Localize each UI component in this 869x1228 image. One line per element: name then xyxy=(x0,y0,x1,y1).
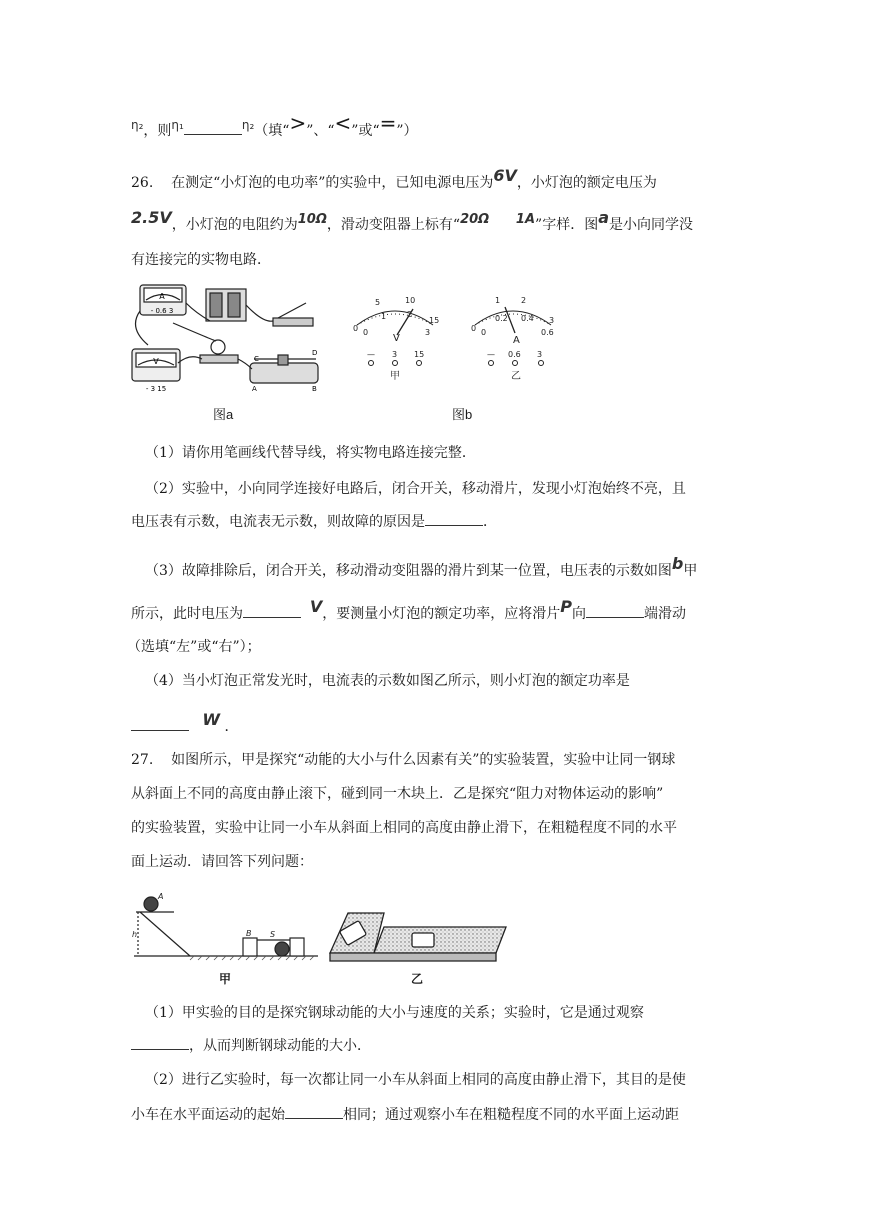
figure-b-meters xyxy=(345,293,570,383)
answer-blank[interactable] xyxy=(131,1035,189,1050)
volt-name: 甲 xyxy=(390,371,400,382)
figure-b-caption: 图b xyxy=(452,407,473,422)
volt-term-15: 15 xyxy=(414,350,425,359)
voltmeter-label: V xyxy=(153,357,159,366)
amp-scale-06: 0.6 xyxy=(541,328,554,337)
volt-scale-10: 10 xyxy=(405,296,416,305)
q26-part4-line1: （4）当小灯泡正常发光时，电流表的示数如图乙所示，则小灯泡的额定功率是 xyxy=(145,673,630,689)
q27-part1-line2: ，从而判断钢球动能的大小． xyxy=(131,1035,371,1056)
amp-term-3: 3 xyxy=(537,350,543,359)
amp-scale-3: 3 xyxy=(549,316,555,325)
q27-line4: 面上运动．请回答下列问题： xyxy=(131,854,313,870)
answer-blank[interactable] xyxy=(586,603,644,618)
q26-line1: 26. 在测定“小灯泡的电功率”的实验中，已知电源电压为6V，小灯泡的额定电压为 xyxy=(131,166,657,191)
q26-part3-line2: 所示，此时电压为 V，要测量小灯泡的额定功率，应将滑片P向 端滑动 xyxy=(131,597,687,622)
volt-scale-1: 1 xyxy=(381,312,387,321)
volt-scale-15: 15 xyxy=(429,316,440,325)
volt-scale-3: 3 xyxy=(425,328,431,337)
figure-yi-apparatus xyxy=(328,905,510,967)
figure-a-circuit xyxy=(128,283,328,401)
amp-name: 乙 xyxy=(511,371,521,382)
amp-label: A xyxy=(513,335,520,346)
q27-part1-line1: （1）甲实验的目的是探究钢球动能的大小与速度的关系；实验时，它是通过观察 xyxy=(145,1005,644,1021)
figure-jia-apparatus xyxy=(130,890,322,970)
q26-part3-line1: （3）故障排除后，闭合开关，移动滑动变阻器的滑片到某一位置，电压表的示数如图b甲 xyxy=(145,554,698,579)
rheo-label-d: D xyxy=(312,349,318,357)
question-number: 26. xyxy=(131,175,154,191)
q26-line3: 有连接完的实物电路． xyxy=(131,252,271,268)
volt-scale-5: 5 xyxy=(375,298,381,307)
amp-scale-2: 2 xyxy=(521,296,527,305)
amp-scale-1: 1 xyxy=(495,296,501,305)
figure-a-caption: 图a xyxy=(213,407,234,422)
q26-line2: 2.5V，小灯泡的电阻约为10Ω，滑动变阻器上标有“20Ω 1A”字样．图a是小向同学没 xyxy=(131,208,693,233)
volt-term-neg: — xyxy=(367,350,375,359)
volt-term-3: 3 xyxy=(392,350,398,359)
ammeter-label: A xyxy=(159,292,165,301)
q27-part2-line2: 小车在水平面运动的起始 相同；通过观察小车在粗糙程度不同的水平面上运动距 xyxy=(131,1104,679,1125)
block-label: B xyxy=(246,929,252,938)
ammeter-terminals: - 0.6 3 xyxy=(150,307,174,315)
amp-scale-0: 0 xyxy=(471,324,477,333)
q27-part2-line1: （2）进行乙实验时，每一次都让同一小车从斜面上相同的高度由静止滑下，其目的是使 xyxy=(145,1072,686,1088)
answer-blank[interactable] xyxy=(184,120,242,135)
answer-blank[interactable] xyxy=(425,511,483,526)
amp-term-neg: — xyxy=(487,350,495,359)
voltmeter-terminals: - 3 15 xyxy=(145,385,167,393)
figure-yi-caption: 乙 xyxy=(411,972,424,986)
amp-scale-0b: 0 xyxy=(481,328,487,337)
q26-part2-line2: 电压表有示数，电流表无示数，则故障的原因是 ． xyxy=(131,511,497,532)
volt-label: V xyxy=(393,333,400,344)
rheo-label-b: B xyxy=(312,385,317,393)
rheo-label-c: C xyxy=(254,355,259,363)
q27-line2: 从斜面上不同的高度由静止滚下，碰到同一木块上．乙是探究“阻力对物体运动的影响” xyxy=(131,786,664,802)
answer-blank[interactable] xyxy=(285,1104,343,1119)
amp-scale-02: 0.2 xyxy=(495,314,508,323)
volt-scale-2: 2 xyxy=(407,310,413,319)
rheo-label-a: A xyxy=(252,385,257,393)
volt-scale-0b: 0 xyxy=(363,328,369,337)
answer-blank[interactable] xyxy=(243,603,301,618)
height-label: h xyxy=(132,930,138,939)
distance-label: S xyxy=(270,930,276,939)
q26-part2-line1: （2）实验中，小向同学连接好电路后，闭合开关，移动滑片，发现小灯泡始终不亮，且 xyxy=(145,481,686,497)
ball-label: A xyxy=(158,892,164,901)
q26-part1: （1）请你用笔画线代替导线，将实物电路连接完整． xyxy=(145,445,476,461)
volt-scale-0: 0 xyxy=(353,324,359,333)
amp-term-06: 0.6 xyxy=(508,350,521,359)
q27-line1: 27. 如图所示，甲是探究“动能的大小与什么因素有关”的实验装置，实验中让同一钢球 xyxy=(131,752,676,768)
q26-part3-line3: （选填“左”或“右”）； xyxy=(127,639,261,655)
figure-jia-caption: 甲 xyxy=(219,972,232,986)
q26-part4-line2: W ． xyxy=(131,716,238,737)
answer-blank[interactable] xyxy=(131,716,189,731)
amp-scale-04: 0.4 xyxy=(521,314,534,323)
q27-line3: 的实验装置，实验中让同一小车从斜面上相同的高度由静止滑下，在粗糙程度不同的水平 xyxy=(131,820,677,836)
q25-tail-line: η₂，则η₁ η₂（填“>”、“<”或“=”） xyxy=(131,111,418,139)
question-number: 27. xyxy=(131,752,154,768)
